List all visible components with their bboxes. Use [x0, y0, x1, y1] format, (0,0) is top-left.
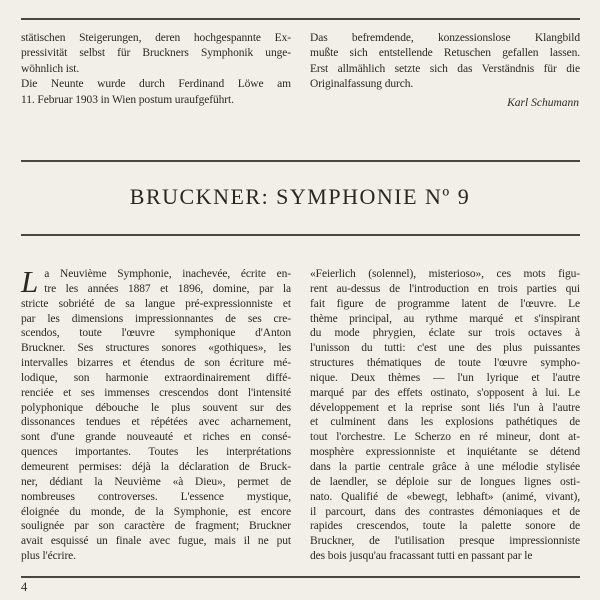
text-line: marqué par des effets ostinato, s'opposent à lui. Le [310, 386, 580, 399]
text-line: plus l'écrire. [21, 550, 76, 563]
text-line: pressivität selbst für Bruckners Symphonik unge- [21, 47, 291, 60]
text-line: tre les années 1887 et 1896, domine, par la [44, 282, 291, 295]
text-line: quences importantes. Toutes les interprétations [21, 446, 291, 459]
header-left-column [21, 31, 291, 111]
text-line: soulignée par son caractère de fragment; Bruckner [21, 520, 291, 533]
text-line: stricte sobriété de sa langue pré-expressionniste et [21, 297, 291, 310]
text-line: Erst allmählich setzte sich das Verständnis für die [310, 62, 580, 75]
text-line: scendos, toute l'œuvre symphonique d'Anton [21, 327, 291, 340]
header-section [21, 31, 580, 111]
text-line: de laendler, se déploie sur de longues lignes osti- [310, 475, 580, 488]
text-line: structures thématiques de toute l'œuvre sympho- [310, 357, 580, 370]
header-right-text [310, 31, 580, 93]
text-line: polyphonique débouche le plus souvent sur des [21, 401, 291, 414]
footer-divider [21, 576, 580, 578]
text-line: l'unisson du tutti: c'est une des plus puissantes [310, 342, 580, 355]
page-title: BRUCKNER: SYMPHONIE Nº 9 [129, 184, 471, 209]
text-line: il parcourt, dans des contrastes démoniaques et de [310, 505, 580, 518]
body-left-text [21, 264, 291, 564]
header-left-text [21, 31, 291, 108]
text-line: développement et la reprise sont liés l'un à l'autre [310, 401, 580, 414]
text-line: Bruckner. Ses structures sonores «gothiques», les [21, 342, 291, 355]
text-line: stätischen Steigerungen, deren hochgespannte Ex- [21, 32, 291, 44]
text-line: Die Neunte wurde durch Ferdinand Löwe am [21, 78, 291, 91]
text-line: thème principal, au rythme marqué et s'inspirant [310, 312, 580, 325]
text-line: renciée et ses immenses crescendos dont l'intensité [21, 386, 291, 399]
header-right-column [310, 31, 580, 111]
text-line: du mode phrygien, éclate sur trois octaves à [310, 327, 580, 340]
text-line: rent au-dessus de l'introduction en trois parties qui [310, 282, 580, 295]
text-line: tout l'orchestre. Le Scherzo en ré mineur, dont at- [310, 431, 580, 444]
text-line: fait figure de programme latent de l'œuvre. Le [310, 297, 580, 310]
text-line: mußte sich entstellende Retuschen gefallen lassen. [310, 47, 580, 60]
text-line: dissonances tendues et répétées avec acharnement, [21, 416, 291, 429]
text-line: sont d'une grande nouveauté et riches en consé- [21, 431, 291, 444]
text-line: lodique, son harmonie extraordinairement diffé- [21, 371, 291, 384]
drop-cap: L [21, 264, 39, 299]
text-line: wöhnlich ist. [21, 62, 80, 75]
top-divider [21, 18, 580, 20]
text-line: intervalles bizarres et étendus de son écriture mé- [21, 357, 291, 370]
text-line: nato. Qualifié de «bewegt, lebhaft» (animé, vivant), [310, 490, 580, 503]
title-top-divider [21, 160, 580, 162]
text-line: Originalfassung durch. [310, 78, 414, 91]
text-line: 11. Februar 1903 in Wien postum uraufgeführt. [21, 93, 234, 106]
page-number: 4 [21, 580, 28, 594]
text-line: éloignée du monde, de la Symphonie, est encore [21, 505, 291, 518]
text-line: Das befremdende, konzessionslose Klangbild [310, 32, 580, 44]
text-line: nombreuses controverses. L'essence mystique, [21, 490, 291, 503]
text-line: rapides crescendos, toute la palette sonore de [310, 520, 580, 533]
title-bottom-divider [21, 234, 580, 236]
text-line: ner, dédiant la Neuvième «à Dieu», permet de [21, 475, 291, 488]
text-line: des bois jusqu'au fracassant tutti en passant par le [310, 550, 533, 563]
text-line: par les dimensions impressionnantes de ses cre- [21, 312, 291, 325]
text-line: et culminent dans les explosions pathétiques de [310, 416, 580, 429]
body-left-column [21, 264, 291, 564]
text-line: Bruckner, de l'utilisation presque impressionniste [310, 535, 580, 548]
body-section [21, 264, 580, 564]
body-right-column [310, 267, 580, 564]
body-right-text [310, 267, 580, 564]
text-line: nique. Deux thèmes — l'un lyrique et l'autre [310, 371, 580, 384]
byline: Karl Schumann [507, 96, 579, 109]
text-line: a Neuvième Symphonie, inachevée, écrite en- [44, 268, 291, 280]
text-line: dans la partie centrale grâce à une mélodie stylisée [310, 460, 580, 473]
text-line: «Feierlich (solennel), misterioso», ces mots figu- [310, 268, 580, 280]
text-line: demeurent permises: déjà la déclaration de Bruck- [21, 460, 291, 473]
text-line: mosphère expressionniste et inquiétante se détend [310, 446, 580, 459]
text-line: avait esquissé un finale avec fugue, mais il ne put [21, 535, 291, 548]
